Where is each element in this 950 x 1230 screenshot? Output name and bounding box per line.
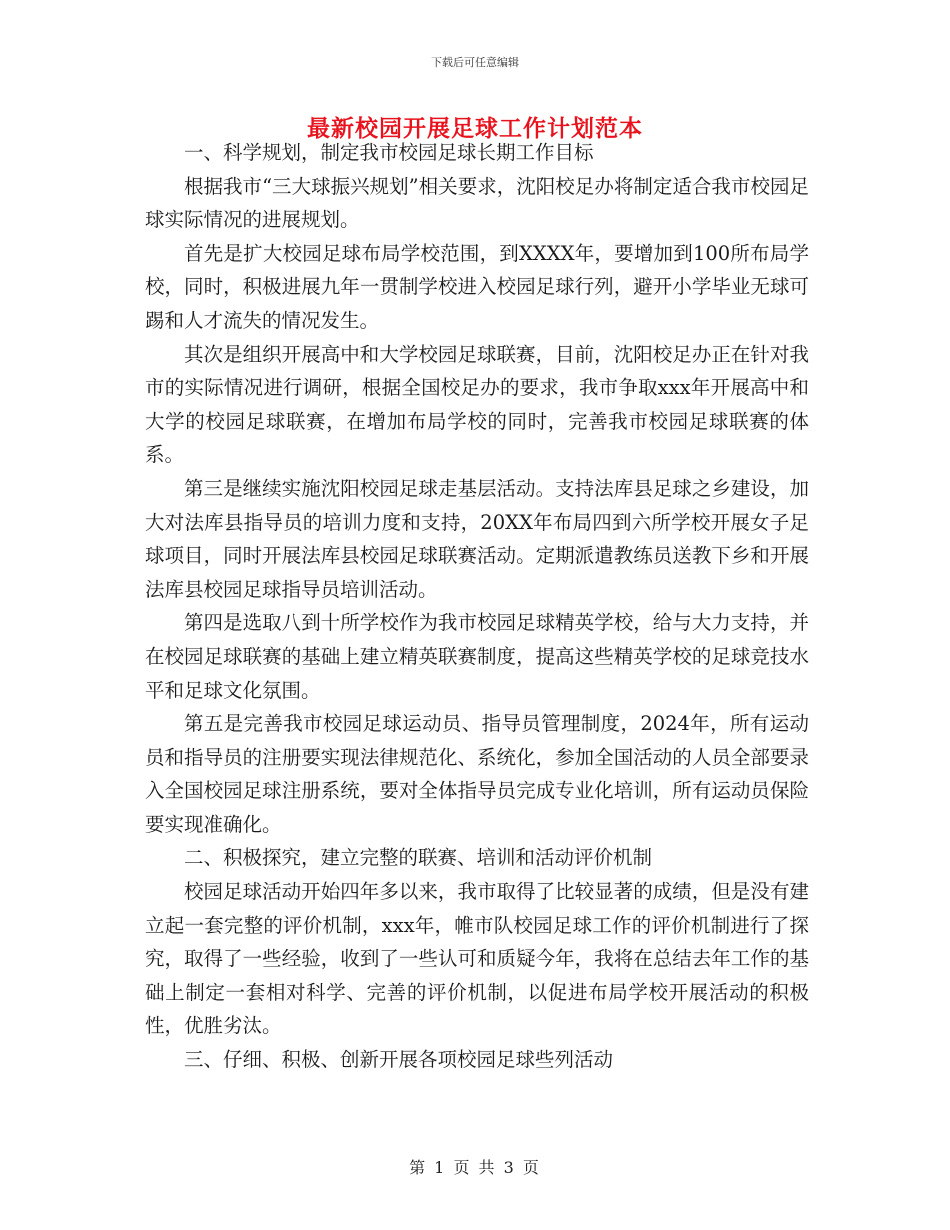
paragraph: 首先是扩大校园足球布局学校范围，到XXXX年，要增加到100所布局学校，同时，积极进展九年一贯制学校进入校园足球行列，避开小学毕业无球可踢和人才流失的情况发生。 [145,241,809,332]
paragraph: 第三是继续实施沈阳校园足球走基层活动。支持法库县足球之乡建设，加大对法库县指导员的培训力度和支持，20XX年布局四到六所学校开展女子足球项目，同时开展法库县校园足球联赛活动。定期派遣教练员送教下乡和开展法库县校园足球指导员培训活动。 [145,476,809,601]
section-heading-1: 一、科学规划，制定我市校园足球长期工作目标 [184,141,594,164]
section-heading-2: 二、积极探究，建立完整的联赛、培训和活动评价机制 [184,846,653,870]
section-heading-3: 三、仔细、积极、创新开展各项校园足球些列活动 [184,1048,614,1072]
page-footer: 第 1 页 共 3 页 [409,1158,541,1177]
paragraph: 第四是选取八到十所学校作为我市校园足球精英学校，给与大力支持，并在校园足球联赛的基础上建立精英联赛制度，提高这些精英学校的足球竞技水平和足球文化氛围。 [145,611,809,702]
paragraph: 第五是完善我市校园足球运动员、指导员管理制度，2024年，所有运动员和指导员的注册要实现法律规范化、系统化，参加全国活动的人员全部要录入全国校园足球注册系统，要对全体指导员完成专业化培训，所有运动员保险要实现准确化。 [145,712,809,836]
document-title: 最新校园开展足球工作计划范本 [307,115,643,142]
paragraph: 校园足球活动开始四年多以来，我市取得了比较显著的成绩，但是没有建立起一套完整的评价机制，xxx年，帷市队校园足球工作的评价机制进行了探究，取得了一些经验，收到了一些认可和质疑今年，我将在总结去年工作的基础上制定一套相对科学、完善的评价机制，以促进布局学校开展活动的积极性，优胜劣汰。 [145,880,809,1038]
header-note: 下载后可任意编辑 [431,56,519,69]
paragraph: 其次是组织开展高中和大学校园足球联赛，目前，沈阳校足办正在针对我市的实际情况进行调研，根据全国校足办的要求，我市争取xxx年开展高中和大学的校园足球联赛，在增加布局学校的同时，完善我市校园足球联赛的体系。 [145,342,809,467]
paragraph: 根据我市“三大球振兴规划”相关要求，沈阳校足办将制定适合我市校园足球实际情况的进展规划。 [145,174,809,232]
document-body [145,136,809,1077]
